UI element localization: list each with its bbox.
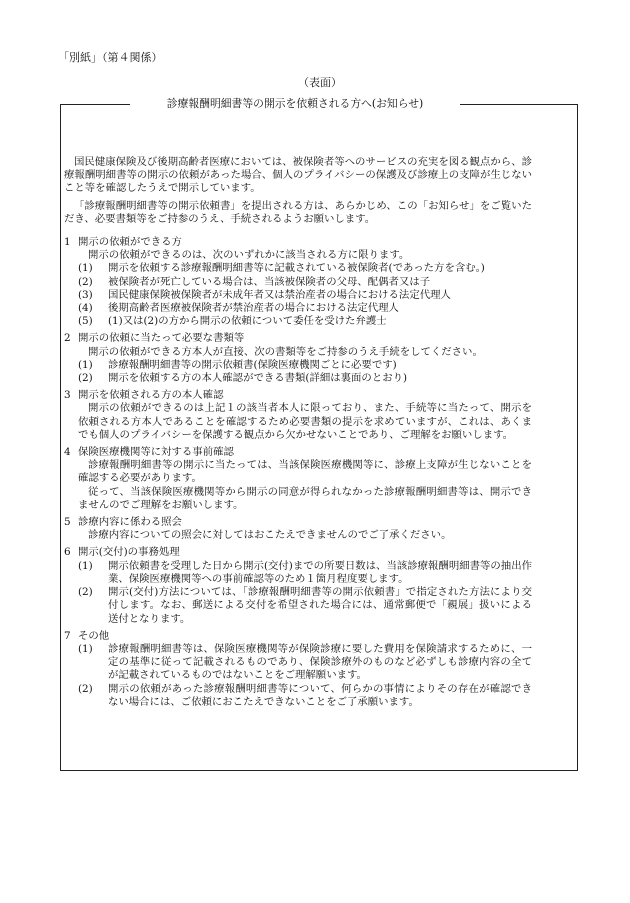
item-text: 開示依頼書を受理した日から開示(交付)までの所要日数は、当該診療報酬明細書等の抽出作業、保険医療機関等への事前確認等のため１箇月程度要します。: [108, 559, 532, 585]
list-item: [78, 359, 532, 372]
list-item: [78, 302, 532, 315]
list-item: [78, 276, 532, 289]
section-title: 開示を依頼される方の本人確認: [78, 389, 224, 402]
list-item: [78, 683, 532, 709]
section-heading: [64, 630, 532, 643]
sections: [64, 236, 532, 709]
section-heading: [64, 546, 532, 559]
item-text: 開示を依頼する方の本人確認ができる書類(詳細は裏面のとおり): [108, 372, 408, 385]
notice-content: [64, 156, 532, 709]
item-text: 国民健康保険被保険者が未成年者又は禁治産者の場合における法定代理人: [108, 288, 451, 301]
notice-title: 診療報酬明細書等の開示を依頼される方へ(お知らせ): [130, 97, 460, 111]
item-marker: (1): [78, 262, 93, 275]
item-text: 診療報酬明細書等の開示依頼書(保険医療機関ごとに必要です): [108, 358, 397, 371]
section-number: 3: [64, 389, 71, 402]
section-number: 7: [64, 629, 71, 642]
section-6: [64, 546, 532, 625]
section-heading: [64, 389, 532, 402]
item-marker: (2): [78, 372, 93, 385]
list-item: [78, 586, 532, 626]
side-label: （表面）: [298, 76, 342, 89]
item-marker: (1): [78, 559, 93, 572]
section-body: 開示の依頼ができるのは、次のいずれかに該当される方に限ります。: [88, 249, 410, 262]
section-body: 開示の依頼ができるのは上記１の該当者本人に限っており、また、手続等に当たって、開示を依頼される方本人であることを確認するため必要書類の提示を求めていますが、これは、あくまでも個人のプライバシーを保護する観点から欠かせないことであり、ご理解をお願いします。: [78, 402, 532, 441]
item-marker: (2): [78, 275, 93, 288]
list-item: [78, 560, 532, 586]
section-heading: [64, 332, 532, 345]
section-number: 1: [64, 236, 71, 249]
section-title: 開示の依頼に当たって必要な書類等: [78, 332, 245, 345]
section-heading: [64, 446, 532, 459]
section-number: 2: [64, 332, 71, 345]
attachment-label: 「別紙」（第４関係）: [58, 51, 163, 64]
item-text: 後期高齢者医療被保険者が禁治産者の場合における法定代理人: [108, 302, 399, 315]
item-marker: (1): [78, 642, 93, 655]
section-2: [64, 332, 532, 385]
section-items: [64, 643, 532, 709]
list-item: [78, 315, 532, 328]
item-marker: (2): [78, 682, 93, 695]
section-body: 診療報酬明細書等の開示に当たっては、当該保険医療機関等に、診療上支障が生じないことを確認する必要があります。: [78, 459, 532, 485]
section-heading: [64, 236, 532, 249]
item-marker: (3): [78, 288, 93, 301]
list-item: [78, 643, 532, 683]
section-1: [64, 236, 532, 328]
item-text: 開示を依頼する診療報酬明細書等に記載されている被保険者(であった方を含む。): [108, 262, 485, 275]
item-text: 被保険者が死亡している場合は、当該被保険者の父母、配偶者又は子: [108, 275, 431, 288]
item-marker: (4): [78, 302, 93, 315]
section-title: 開示(交付)の事務処理: [78, 546, 180, 559]
intro-paragraph: 国民健康保険及び後期高齢者医療においては、被保険者等へのサービスの充実を図る観点から、診療報酬明細書等の開示の依頼があった場合、個人のプライバシーの保護及び診療上の支障が生じないこと等を確認したうえで開示しています。: [64, 156, 532, 195]
item-text: 診療報酬明細書等は、保険医療機関等が保険診療に要した費用を保険請求するために、一定の基準に従って記載されるものであり、保険診療外のものなど必ずしも診療内容の全てが記載されているものではないことをご理解願います。: [108, 642, 532, 682]
item-marker: (5): [78, 315, 93, 328]
list-item: [78, 262, 532, 275]
section-3: [64, 389, 532, 442]
section-title: 診療内容に係わる照会: [78, 516, 182, 529]
section-title: その他: [78, 629, 110, 642]
section-body: 従って、当該保険医療機関等から開示の同意が得られなかった診療報酬明細書等は、開示できませんのでご理解をお願いします。: [78, 485, 532, 511]
section-items: [64, 262, 532, 328]
section-heading: [64, 516, 532, 529]
section-7: [64, 630, 532, 709]
section-body: 診療内容についての照会に対してはおこたえできませんのでご了承ください。: [88, 529, 452, 542]
section-5: [64, 516, 532, 542]
section-body: 開示の依頼ができる方本人が直接、次の書類等をご持参のうえ手続をしてください。: [88, 345, 483, 358]
intro: [64, 156, 532, 232]
item-marker: (1): [78, 358, 93, 371]
section-title: 開示の依頼ができる方: [78, 236, 182, 249]
item-text: (1)又は(2)の方から開示の依頼について委任を受けた弁護士: [108, 315, 387, 328]
section-title: 保険医療機関等に対する事前確認: [78, 446, 234, 459]
list-item: [78, 372, 532, 385]
section-number: 6: [64, 546, 71, 559]
list-item: [78, 289, 532, 302]
item-text: 開示の依頼があった診療報酬明細書等について、何らかの事情によりその存在が確認できない場合には、ご依頼におこたえできないことをご了承願います。: [108, 682, 532, 708]
section-items: [64, 560, 532, 626]
section-4: [64, 446, 532, 512]
item-marker: (2): [78, 586, 93, 599]
section-items: [64, 359, 532, 385]
spacer: [64, 226, 532, 232]
item-text: 開示(交付)方法については、「診療報酬明細書等の開示依頼書」で指定された方法により交付します。なお、郵送による交付を希望された場合には、通常郵便で「親展」扱いによる送付となります。: [108, 586, 532, 625]
section-number: 5: [64, 516, 71, 529]
section-number: 4: [64, 446, 71, 459]
intro-paragraph: 「診療報酬明細書等の開示依頼書」を提出される方は、あらかじめ、この「お知らせ」をご覧いただき、必要書類等をご持参のうえ、手続されるようお願いします。: [64, 199, 532, 225]
